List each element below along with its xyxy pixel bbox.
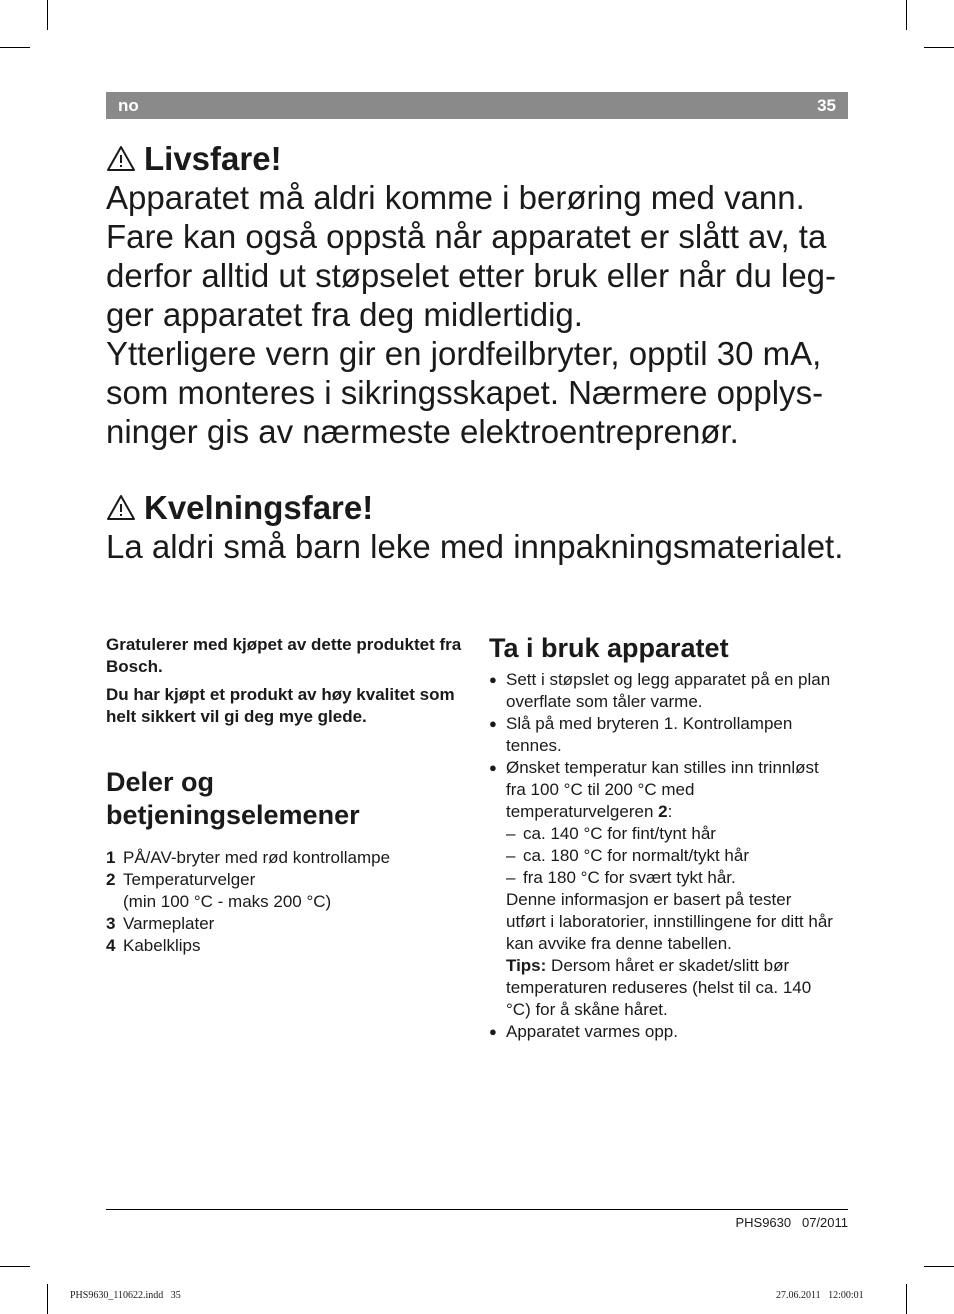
parts-section [106, 766, 468, 957]
list-item [489, 669, 834, 713]
step-text: Slå på med bryteren 1. Kontrollampen tennes. [506, 714, 793, 755]
list-item [489, 757, 834, 1021]
warning-text: La aldri små barn leke med innpakningsmaterialet. [106, 528, 844, 565]
step-text: Sett i støpslet og legg apparatet på en plan overflate som tåler varme. [506, 670, 831, 711]
dash-item [506, 867, 834, 889]
warning-suffocation [106, 488, 866, 566]
page-number: 35 [817, 96, 836, 115]
list-item [106, 913, 468, 935]
usage-section [489, 632, 834, 1043]
list-item [106, 847, 468, 869]
section-heading: Deler og betjeningselemener [106, 767, 360, 830]
warning-title: Kvelningsfare! [144, 489, 374, 526]
dash-text: fra 180 °C for svært tykt hår. [523, 868, 736, 887]
crop-mark [906, 0, 907, 30]
crop-mark [0, 47, 30, 48]
tips [506, 955, 834, 1021]
item-label: PÅ/AV-bryter med rød kontrollampe [123, 848, 391, 867]
footer-rule [106, 1209, 848, 1210]
parts-list [106, 847, 468, 957]
footer-info [735, 1215, 848, 1230]
language-code: no [118, 96, 139, 115]
step-body [506, 757, 834, 1021]
warning-text: Apparatet må aldri komme i berøring med vann. Fare kan også oppstå når apparatet er slått av, ta derfor alltid ut støpselet etter bruk eller når du legger apparatet fra deg midlertidig. [106, 179, 837, 333]
list-item [106, 935, 468, 957]
slug-file: PHS9630_110622.indd 35 [70, 1290, 181, 1301]
bullet-icon: ● [489, 672, 497, 687]
warning-text: Ytterligere vern gir en jordfeilbryter, opptil 30 mA, som monteres i sikringsskapet. Nærmere opplysninger gis av nærmeste elektroentreprenør. [106, 335, 824, 450]
item-sublabel: (min 100 °C - maks 200 °C) [123, 892, 332, 911]
step-colon: : [667, 802, 673, 821]
bullet-icon: ● [489, 760, 497, 775]
intro [106, 634, 468, 734]
item-label: Varmeplater [123, 914, 215, 933]
header-bar [106, 92, 848, 119]
crop-mark [47, 0, 48, 30]
crop-mark [924, 1266, 954, 1267]
item-number: 3 [106, 914, 116, 933]
item-number: 2 [106, 870, 116, 889]
dash-text: ca. 180 °C for normalt/tykt hår [523, 846, 749, 865]
dash-text: ca. 140 °C for fint/tynt hår [523, 824, 716, 843]
list-item [489, 713, 834, 757]
tips-text: Dersom håret er skadet/slitt bør temperaturen reduseres (helst til ca. 140 °C) for å skåne håret. [506, 956, 812, 1019]
warning-title-row [106, 139, 866, 178]
warning-triangle-icon [106, 145, 136, 172]
dash-icon: – [506, 868, 516, 887]
warning-triangle-icon [106, 494, 136, 521]
warning-title-row [106, 488, 866, 527]
list-item [489, 1021, 834, 1043]
intro-paragraph: Du har kjøpt et produkt av høy kvalitet som helt sikkert vil gi deg mye glede. [106, 685, 455, 726]
dash-item [506, 823, 834, 845]
model-number: PHS9630 [735, 1215, 792, 1230]
step-reference: 2 [658, 802, 668, 821]
crop-mark [0, 1266, 30, 1267]
crop-mark [924, 47, 954, 48]
usage-steps [489, 669, 834, 1043]
tips-label: Tips: [506, 956, 547, 975]
list-item [106, 869, 468, 913]
crop-mark [906, 1284, 907, 1314]
item-label: Temperaturvelger [123, 870, 256, 889]
item-number: 4 [106, 936, 116, 955]
item-body [123, 869, 331, 913]
warning-electric [106, 139, 866, 451]
edition-date: 07/2011 [801, 1215, 848, 1230]
slug-timestamp: 27.06.2011 12:00:01 [776, 1290, 864, 1301]
step-text: Ønsket temperatur kan stilles inn trinnløst fra 100 °C til 200 °C med temperaturvelgeren [506, 758, 819, 821]
bullet-icon: ● [489, 1024, 497, 1039]
step-note: Denne informasjon er basert på tester utført i laboratorier, innstillingene for ditt hår kan avvike fra denne tabellen. [506, 890, 833, 953]
crop-mark [47, 1284, 48, 1314]
dash-icon: – [506, 846, 516, 865]
bullet-icon: ● [489, 716, 497, 731]
item-label: Kabelklips [123, 936, 201, 955]
dash-icon: – [506, 824, 516, 843]
item-number: 1 [106, 848, 116, 867]
warning-title: Livsfare! [144, 140, 282, 177]
step-text: Apparatet varmes opp. [506, 1022, 678, 1041]
intro-paragraph: Gratulerer med kjøpet av dette produktet fra Bosch. [106, 635, 462, 676]
dash-item [506, 845, 834, 867]
section-heading: Ta i bruk apparatet [489, 633, 729, 663]
